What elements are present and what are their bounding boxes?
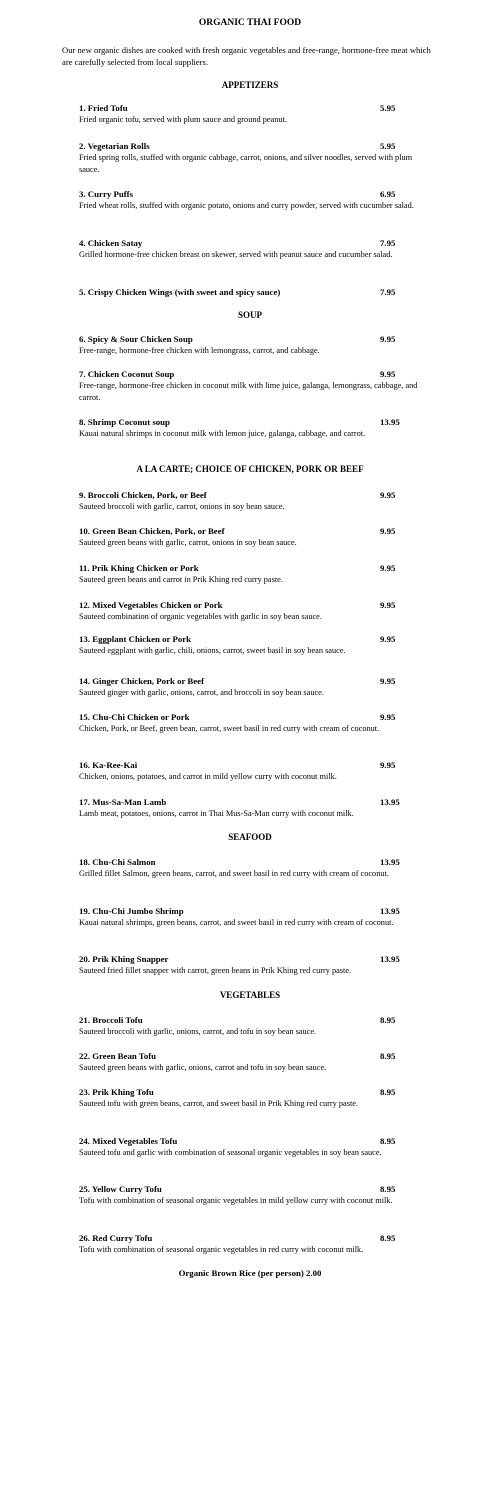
item-description: Free-range, hormone-free chicken with lemongrass, carrot, and cabbage.	[79, 346, 320, 355]
item-description: Free-range, hormone-free chicken in coconut milk with lime juice, galanga, lemongrass, cabbage, and carrot.	[79, 381, 418, 402]
item-price: 8.95	[380, 1087, 396, 1097]
item-price: 9.95	[380, 676, 396, 686]
item-name: 13. Eggplant Chicken or Pork	[79, 634, 192, 644]
item-name: 26. Red Curry Tofu	[79, 1233, 153, 1243]
item-name: 16. Ka-Ree-Kai	[79, 760, 138, 770]
menu-item-2	[79, 140, 431, 176]
item-name: 23. Prik Khing Tofu	[79, 1087, 154, 1097]
item-description: Lamb meat, potatoes, onions, carrot in Thai Mus-Sa-Man curry with coconut milk.	[79, 809, 354, 818]
item-price: 9.95	[380, 526, 396, 536]
item-description: Fried wheat rolls, stuffed with organic potato, onions and curry powder, served with cucumber salad.	[79, 201, 414, 210]
brown-rice-note: Organic Brown Rice (per person) 2.00	[178, 1268, 322, 1278]
item-price: 8.95	[380, 1184, 396, 1194]
menu-item-18	[79, 856, 431, 880]
item-description: Sauteed fried fillet snapper with carrot, green beans in Prik Khing red curry paste.	[79, 966, 352, 975]
item-price: 9.95	[380, 334, 396, 344]
menu-title: ORGANIC THAI FOOD	[198, 18, 302, 28]
item-description: Sauteed green beans with garlic, carrot, onions in soy bean sauce.	[79, 538, 297, 547]
menu-item-7	[79, 368, 431, 404]
item-description: Sauteed ginger with garlic, onions, carrot, and broccoli in soy bean sauce.	[79, 688, 324, 697]
menu-item-5	[79, 286, 431, 298]
item-name: 18. Chu-Chi Salmon	[79, 857, 156, 867]
item-description: Sauteed eggplant with garlic, chili, onions, carrot, sweet basil in soy bean sauce.	[79, 646, 346, 655]
menu-item-21	[79, 1014, 431, 1038]
section-heading-appetizers: APPETIZERS	[221, 80, 279, 90]
menu-item-17	[79, 796, 431, 820]
section-heading-soup: SOUP	[237, 310, 262, 320]
item-name: 6. Spicy & Sour Chicken Soup	[79, 334, 193, 344]
item-price: 9.95	[380, 712, 396, 722]
item-description: Chicken, Pork, or Beef, green bean, carrot, sweet basil in red curry with cream of coconut.	[79, 724, 380, 733]
item-name: 3. Curry Puffs	[79, 189, 133, 199]
menu-item-24	[79, 1135, 431, 1159]
item-description: Kauai natural shrimps, green beans, carrot, and sweet basil in red curry with cream of coconut.	[79, 918, 394, 927]
item-description: Tofu with combination of seasonal organic vegetables in red curry with coconut milk.	[79, 1245, 364, 1254]
item-price: 9.95	[380, 760, 396, 770]
section-heading-a-la-carte: A LA CARTE; CHOICE OF CHICKEN, PORK OR BEEF	[136, 464, 364, 474]
item-price: 13.95	[380, 954, 400, 964]
menu-item-8	[79, 416, 431, 440]
item-name: 5. Crispy Chicken Wings (with sweet and spicy sauce)	[79, 287, 281, 297]
item-price: 9.95	[380, 369, 396, 379]
item-description: Sauteed tofu and garlic with combination of seasonal organic vegetables in soy bean sauce.	[79, 1148, 382, 1157]
menu-item-22	[79, 1050, 431, 1074]
item-name: 8. Shrimp Coconut soup	[79, 417, 170, 427]
menu-item-10	[79, 525, 431, 549]
menu-item-26	[79, 1232, 431, 1256]
menu-item-20	[79, 953, 431, 977]
menu-item-14	[79, 675, 431, 699]
menu-item-1	[79, 102, 431, 126]
item-price: 6.95	[380, 189, 396, 199]
item-price: 8.95	[380, 1015, 396, 1025]
item-price: 8.95	[380, 1051, 396, 1061]
item-description: Chicken, onions, potatoes, and carrot in mild yellow curry with coconut milk.	[79, 772, 337, 781]
item-price: 13.95	[380, 797, 400, 807]
item-description: Kauai natural shrimps in coconut milk with lemon juice, galanga, cabbage, and carrot.	[79, 429, 366, 438]
item-price: 8.95	[380, 1136, 396, 1146]
item-description: Sauteed combination of organic vegetables with garlic in soy bean sauce.	[79, 612, 322, 621]
menu-item-19	[79, 905, 431, 929]
item-description: Fried spring rolls, stuffed with organic cabbage, carrot, onions, and silver noodles, served with plum sauce.	[79, 153, 413, 174]
menu-item-23	[79, 1086, 431, 1110]
item-name: 9. Broccoli Chicken, Pork, or Beef	[79, 490, 207, 500]
item-description: Sauteed broccoli with garlic, onions, carrot, and tofu in soy bean sauce.	[79, 1027, 317, 1036]
item-name: 19. Chu-Chi Jumbo Shrimp	[79, 906, 184, 916]
menu-item-3	[79, 188, 431, 212]
item-name: 22. Green Bean Tofu	[79, 1051, 157, 1061]
item-name: 17. Mus-Sa-Man Lamb	[79, 797, 167, 807]
menu-item-11	[79, 562, 431, 586]
item-description: Sauteed tofu with green beans, carrot, and sweet basil in Prik Khing red curry paste.	[79, 1099, 359, 1108]
menu-item-4	[79, 237, 431, 261]
section-heading-vegetables: VEGETABLES	[219, 990, 281, 1000]
menu-item-6	[79, 333, 431, 357]
item-name: 10. Green Bean Chicken, Pork, or Beef	[79, 526, 225, 536]
menu-item-16	[79, 759, 431, 783]
item-name: 4. Chicken Satay	[79, 238, 143, 248]
item-price: 9.95	[380, 634, 396, 644]
item-price: 7.95	[380, 287, 396, 297]
item-description: Fried organic tofu, served with plum sauce and ground peanut.	[79, 115, 287, 124]
item-price: 13.95	[380, 417, 400, 427]
item-name: 21. Broccoli Tofu	[79, 1015, 143, 1025]
item-name: 11. Prik Khing Chicken or Pork	[79, 563, 199, 573]
item-price: 13.95	[380, 857, 400, 867]
item-description: Sauteed green beans and carrot in Prik Khing red curry paste.	[79, 575, 283, 584]
item-description: Sauteed broccoli with garlic, carrot, onions in soy bean sauce.	[79, 502, 285, 511]
item-price: 8.95	[380, 1233, 396, 1243]
item-price: 9.95	[380, 600, 396, 610]
menu-item-25	[79, 1183, 431, 1207]
menu-item-13	[79, 633, 431, 657]
item-name: 12. Mixed Vegetables Chicken or Pork	[79, 600, 223, 610]
item-name: 20. Prik Khing Snapper	[79, 954, 169, 964]
menu-item-15	[79, 711, 431, 735]
item-name: 15. Chu-Chi Chicken or Pork	[79, 712, 190, 722]
item-name: 25. Yellow Curry Tofu	[79, 1184, 162, 1194]
menu-intro: Our new organic dishes are cooked with fresh organic vegetables and free-range, hormone-free meat which are carefully selected from local suppliers.	[62, 45, 431, 67]
item-price: 9.95	[380, 563, 396, 573]
item-name: 7. Chicken Coconut Soup	[79, 369, 175, 379]
item-price: 9.95	[380, 490, 396, 500]
item-price: 5.95	[380, 141, 396, 151]
item-name: 14. Ginger Chicken, Pork or Beef	[79, 676, 205, 686]
section-heading-seafood: SEAFOOD	[228, 832, 272, 842]
item-price: 7.95	[380, 238, 396, 248]
item-description: Tofu with combination of seasonal organic vegetables in mild yellow curry with coconut milk.	[79, 1196, 393, 1205]
item-name: 2. Vegetarian Rolls	[79, 141, 150, 151]
item-description: Sauteed green beans with garlic, onions, carrot and tofu in soy bean sauce.	[79, 1063, 327, 1072]
menu-item-9	[79, 489, 431, 513]
item-name: 24. Mixed Vegetables Tofu	[79, 1136, 178, 1146]
item-description: Grilled hormone-free chicken breast on skewer, served with peanut sauce and cucumber salad.	[79, 250, 393, 259]
item-name: 1. Fried Tofu	[79, 103, 128, 113]
menu-item-12	[79, 599, 431, 623]
item-price: 13.95	[380, 906, 400, 916]
item-description: Grilled fillet Salmon, green beans, carrot, and sweet basil in red curry with cream of coconut.	[79, 869, 389, 878]
item-price: 5.95	[380, 103, 396, 113]
